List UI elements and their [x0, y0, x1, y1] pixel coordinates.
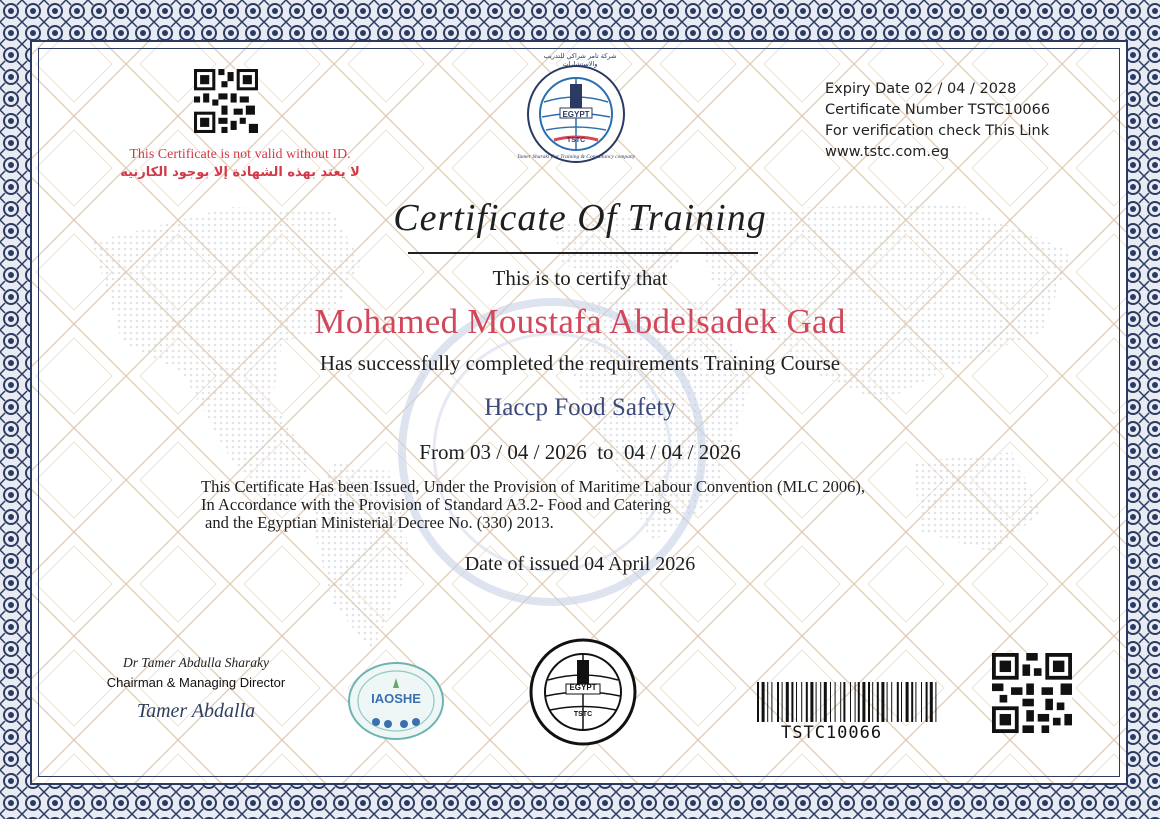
- notice-arabic: لا يعتد بهذه الشهادة إلا بوجود الكارنيه: [120, 165, 360, 180]
- signature-block: [96, 655, 296, 723]
- certificate-title: Certificate Of Training: [393, 197, 767, 239]
- stamp-abbreviation: TSTC: [573, 711, 593, 718]
- issuance-statement: [201, 478, 865, 532]
- company-stamp: [518, 636, 648, 748]
- handwritten-signature: Tamer Abdalla: [136, 700, 256, 722]
- logo-english-name: Tamer Sharaki For Training & Consultancy company: [516, 154, 636, 160]
- verification-qr-icon: [990, 653, 1074, 733]
- date-of-issue: Date of issued 04 April 2026: [464, 553, 696, 575]
- stamp-country: EGYPT: [569, 683, 597, 692]
- logo-arabic-name: شركة تامر شراكي للتدريب والاستشارات: [543, 52, 617, 68]
- logo-abbreviation: TSTC: [566, 137, 586, 144]
- signatory-name: Dr Tamer Abdulla Sharaky: [123, 655, 269, 670]
- notice-english: This Certificate is not valid without ID.: [129, 147, 351, 162]
- accreditation-label: IAOSHE: [371, 691, 421, 706]
- recipient-name: Mohamed Moustafa Abdelsadek Gad: [314, 302, 846, 341]
- certificate-meta: [825, 79, 1050, 163]
- id-validity-notice: [100, 147, 380, 180]
- course-name: Haccp Food Safety: [484, 394, 676, 421]
- title-underline: [408, 252, 758, 254]
- completed-line: Has successfully completed the requirements Training Course: [319, 351, 841, 375]
- issuance-line: This Certificate Has been Issued, Under the Provision of Maritime Labour Convention (MLC 2006),: [201, 477, 865, 496]
- course-dates: From 03 / 04 / 2026 to 04 / 04 / 2026: [419, 440, 741, 464]
- issuance-line: In Accordance with the Provision of Standard A3.2- Food and Catering: [201, 495, 671, 514]
- verification-text: For verification check This Link: [825, 123, 1050, 139]
- barcode-text: TSTC10066: [781, 723, 883, 743]
- qr-code-icon: [194, 69, 258, 133]
- logo-country: EGYPT: [562, 110, 590, 119]
- certify-line: This is to certify that: [492, 266, 668, 290]
- verification-link[interactable]: www.tstc.com.eg: [825, 144, 950, 160]
- barcode-icon: [755, 682, 941, 725]
- signatory-role: Chairman & Managing Director: [106, 675, 286, 690]
- expiry-date: Expiry Date 02 / 04 / 2028: [825, 81, 1017, 97]
- issuance-line: and the Egyptian Ministerial Decree No. (330) 2013.: [205, 513, 554, 532]
- certificate-number: Certificate Number TSTC10066: [825, 102, 1051, 118]
